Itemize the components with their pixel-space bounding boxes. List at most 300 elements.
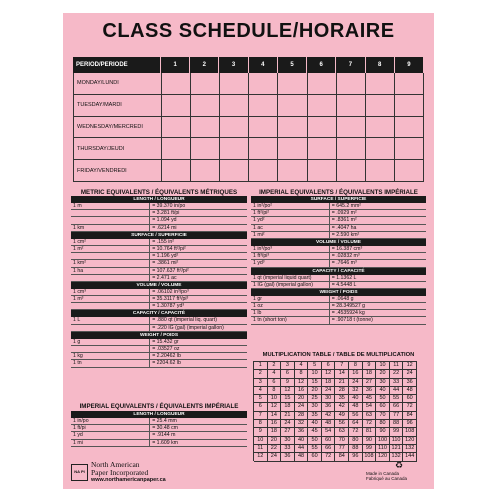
- mult-cell: 50: [376, 395, 390, 403]
- section-bar: VOLUME / VOLUME: [71, 282, 247, 289]
- value-cell: = .6214 mi: [152, 224, 177, 231]
- unit-cell: [71, 303, 150, 309]
- schedule-cell: [191, 160, 220, 181]
- schedule-header: [73, 57, 424, 73]
- period-5: 5: [278, 57, 307, 73]
- mult-cell: 24: [322, 387, 336, 395]
- unit-cell: [71, 346, 150, 352]
- value-cell: = 107.637 ft²/pi²: [152, 267, 189, 274]
- mult-cell: 66: [322, 445, 336, 453]
- period-2: 2: [190, 57, 219, 73]
- mult-cell: 40: [376, 387, 390, 395]
- mult-cell: 55: [308, 445, 322, 453]
- schedule-cell: [308, 138, 337, 159]
- value-cell: = .03527 oz: [152, 346, 180, 352]
- period-3: 3: [219, 57, 248, 73]
- value-cell: = 25.4 mm: [152, 418, 177, 424]
- value-cell: = 2.471 ac: [152, 274, 177, 281]
- mult-cell: 44: [390, 387, 404, 395]
- logo-line2: Paper Incorporated: [91, 468, 149, 477]
- schedule-cell: [162, 117, 191, 138]
- mult-cell: 70: [335, 437, 349, 445]
- mult-cell: 28: [335, 387, 349, 395]
- schedule-cell: [308, 160, 337, 181]
- day-label: WEDNESDAY/MERCREDI: [74, 117, 162, 138]
- mult-cell: 16: [295, 387, 309, 395]
- schedule-cell: [191, 138, 220, 159]
- conversion-row: [251, 317, 426, 324]
- period-7: 7: [336, 57, 365, 73]
- unit-cell: 1 L: [71, 317, 150, 323]
- mult-cell: 96: [403, 420, 417, 428]
- mult-cell: 36: [295, 428, 309, 436]
- mult-cell: 36: [322, 403, 336, 411]
- period-9: 9: [395, 57, 424, 73]
- schedule-cell: [308, 73, 337, 94]
- value-cell: = .8361 m²: [331, 217, 357, 224]
- mult-cell: 96: [349, 453, 363, 461]
- period-4: 4: [249, 57, 278, 73]
- conversion-row: [251, 210, 426, 217]
- unit-cell: 1 ha: [71, 268, 150, 274]
- mult-cell: 36: [363, 387, 377, 395]
- conversion-row: [71, 268, 247, 275]
- mult-cell: 21: [335, 379, 349, 387]
- mult-cell: 88: [390, 420, 404, 428]
- mult-cell: 100: [376, 437, 390, 445]
- mult-cell: 24: [281, 420, 295, 428]
- mult-cell: 40: [349, 395, 363, 403]
- mult-cell: 12: [295, 379, 309, 387]
- mult-cell: 9: [254, 428, 268, 436]
- section-bar: WEIGHT / POIDS: [71, 332, 247, 339]
- mult-cell: 10: [308, 370, 322, 378]
- day-label: TUESDAY/MARDI: [74, 95, 162, 116]
- mult-cell: 45: [363, 395, 377, 403]
- mult-cell: 30: [322, 395, 336, 403]
- schedule-cell: [191, 117, 220, 138]
- schedule-cell: [191, 95, 220, 116]
- schedule-row: [73, 95, 424, 117]
- conversion-row: [71, 210, 247, 217]
- value-cell: = 2.590 km²: [331, 231, 360, 238]
- mult-cell: 6: [322, 362, 336, 370]
- mult-cell: 132: [403, 445, 417, 453]
- mult-cell: 48: [403, 387, 417, 395]
- mult-cell: 24: [268, 453, 282, 461]
- mult-cell: 108: [403, 428, 417, 436]
- value-cell: = 2204.62 lb: [152, 360, 181, 367]
- mult-cell: 10: [376, 362, 390, 370]
- mult-cell: 25: [308, 395, 322, 403]
- mult-cell: 56: [335, 420, 349, 428]
- conversion-row: [251, 253, 426, 260]
- schedule-cell: [278, 73, 307, 94]
- conversion-row: [71, 275, 247, 282]
- conversion-row: [71, 325, 247, 332]
- conversion-row: [251, 217, 426, 224]
- mult-cell: 60: [376, 403, 390, 411]
- section-bar: WEIGHT / POIDS: [251, 289, 426, 296]
- unit-cell: 1 ac: [251, 225, 330, 231]
- conversion-row: [71, 225, 247, 232]
- mult-cell: 56: [349, 412, 363, 420]
- value-cell: = 1.30787 yd³: [152, 303, 185, 310]
- unit-cell: 1 km²: [71, 260, 150, 266]
- mult-cell: 10: [254, 437, 268, 445]
- unit-cell: [71, 253, 150, 259]
- mult-cell: 36: [281, 453, 295, 461]
- value-cell: = 15.432 gr: [152, 338, 179, 345]
- mult-cell: 6: [254, 403, 268, 411]
- unit-cell: 1 kg: [71, 353, 150, 359]
- section-bar: LENGTH / LONGUEUR: [71, 196, 247, 203]
- unit-cell: 1 gr: [251, 296, 330, 302]
- conversion-row: [71, 317, 247, 324]
- mult-cell: 50: [308, 437, 322, 445]
- section-bar: SURFACE / SUPERFICIE: [251, 196, 426, 203]
- mult-cell: 21: [281, 412, 295, 420]
- mult-cell: 14: [335, 370, 349, 378]
- unit-cell: [71, 325, 150, 331]
- mult-cell: 2: [254, 370, 268, 378]
- mult-cell: 11: [254, 445, 268, 453]
- mult-cell: 54: [322, 428, 336, 436]
- conversion-row: [71, 432, 247, 439]
- conversion-row: [71, 246, 247, 253]
- schedule-cell: [220, 95, 249, 116]
- schedule-cell: [308, 117, 337, 138]
- unit-cell: 1 in²/po²: [251, 203, 330, 209]
- conversion-row: [71, 360, 247, 367]
- unit-cell: 1 m²: [71, 246, 150, 252]
- conversion-row: [71, 253, 247, 260]
- mult-cell: 42: [322, 412, 336, 420]
- mult-cell: 24: [295, 403, 309, 411]
- unit-cell: 1 mi²: [251, 232, 330, 238]
- unit-cell: 1 qt (imperial liquid quart): [251, 275, 330, 281]
- value-cell: = .06102 in³/po³: [152, 288, 189, 295]
- mult-cell: 15: [308, 379, 322, 387]
- mult-cell: 5: [308, 362, 322, 370]
- mult-cell: 121: [390, 445, 404, 453]
- mult-cell: 40: [295, 437, 309, 445]
- page-title: CLASS SCHEDULE/HORAIRE: [102, 20, 395, 42]
- mult-cell: 24: [349, 379, 363, 387]
- made-in-canada: [366, 471, 407, 481]
- mult-cell: 12: [254, 453, 268, 461]
- unit-cell: 1 IG (gal) (imperial gallon): [251, 282, 330, 288]
- mult-cell: 33: [390, 379, 404, 387]
- imperial-right-title: IMPERIAL EQUIVALENTS / ÉQUIVALENTS IMPÉRIALE: [259, 189, 418, 196]
- mult-cell: 99: [390, 428, 404, 436]
- mult-cell: 16: [268, 420, 282, 428]
- unit-cell: 1 yd²: [251, 217, 330, 223]
- period-1: 1: [161, 57, 190, 73]
- schedule-row: [73, 73, 424, 95]
- schedule-cell: [337, 138, 366, 159]
- mult-cell: 72: [363, 420, 377, 428]
- mult-cell: 12: [268, 403, 282, 411]
- mult-cell: 40: [308, 420, 322, 428]
- mult-cell: 12: [322, 370, 336, 378]
- section-bar: VOLUME / VOLUME: [251, 239, 426, 246]
- unit-cell: 1 ft/pi: [71, 425, 150, 431]
- logo-mark: NA PI: [71, 464, 88, 481]
- mult-cell: 88: [349, 445, 363, 453]
- value-cell: = 1.196 yd²: [152, 253, 179, 260]
- unit-cell: 1 tn (short ton): [251, 317, 330, 323]
- schedule-cell: [337, 117, 366, 138]
- mult-cell: 72: [322, 453, 336, 461]
- period-8: 8: [366, 57, 395, 73]
- made-line1: Made in Canada: [366, 471, 400, 476]
- value-cell: = 4.5448 L: [331, 281, 357, 288]
- schedule-cell: [395, 73, 424, 94]
- mult-cell: 7: [335, 362, 349, 370]
- schedule-row: [73, 117, 424, 139]
- value-cell: = 1.609 km: [152, 439, 178, 446]
- value-cell: = .155 in²: [152, 238, 174, 245]
- schedule-cell: [308, 95, 337, 116]
- made-line2: Fabriqué au Canada: [366, 476, 408, 481]
- value-cell: = .0648 g: [331, 295, 354, 302]
- mult-cell: 8: [349, 362, 363, 370]
- unit-cell: 1 g: [71, 339, 150, 345]
- schedule-cell: [278, 160, 307, 181]
- value-cell: = .90718 t (tonne): [331, 317, 373, 324]
- mult-cell: 32: [295, 420, 309, 428]
- mult-cell: 14: [268, 412, 282, 420]
- value-cell: = .3861 mi²: [152, 260, 179, 267]
- value-cell: = 39.370 in/po: [152, 203, 186, 209]
- logo-line1: North American: [91, 460, 140, 469]
- conversion-row: [251, 275, 426, 282]
- schedule-cell: [191, 73, 220, 94]
- mult-cell: 60: [403, 395, 417, 403]
- mult-cell: 6: [268, 379, 282, 387]
- unit-cell: 1 oz: [251, 303, 330, 309]
- mult-cell: 27: [281, 428, 295, 436]
- mult-cell: 28: [295, 412, 309, 420]
- mult-cell: 120: [403, 437, 417, 445]
- mult-cell: 108: [363, 453, 377, 461]
- conversion-row: [71, 346, 247, 353]
- unit-cell: 1 ft³/pi³: [251, 253, 330, 259]
- period-6: 6: [307, 57, 336, 73]
- mult-cell: 72: [403, 403, 417, 411]
- mult-cell: 110: [376, 445, 390, 453]
- value-cell: = .0929 m²: [331, 210, 357, 217]
- schedule-cell: [366, 138, 395, 159]
- mult-cell: 77: [335, 445, 349, 453]
- mult-cell: 36: [403, 379, 417, 387]
- mult-cell: 44: [295, 445, 309, 453]
- mult-cell: 18: [322, 379, 336, 387]
- mult-cell: 16: [349, 370, 363, 378]
- mult-cell: 60: [322, 437, 336, 445]
- mult-cell: 4: [295, 362, 309, 370]
- mult-cell: 22: [268, 445, 282, 453]
- mult-cell: 64: [349, 420, 363, 428]
- unit-cell: 1 cm³: [71, 289, 150, 295]
- unit-cell: 1 m³: [71, 296, 150, 302]
- day-label: MONDAY/LUNDI: [74, 73, 162, 94]
- mult-cell: 9: [281, 379, 295, 387]
- mult-cell: 15: [281, 395, 295, 403]
- mult-cell: 90: [376, 428, 390, 436]
- conversion-row: [251, 282, 426, 289]
- value-cell: = 10.764 ft²/pi²: [152, 245, 186, 252]
- metric-table: [71, 196, 247, 368]
- schedule-cell: [249, 160, 278, 181]
- mult-cell: 99: [363, 445, 377, 453]
- mult-cell: 33: [281, 445, 295, 453]
- schedule-row: [73, 138, 424, 160]
- schedule-cell: [337, 160, 366, 181]
- conversion-row: [71, 203, 247, 210]
- schedule-cell: [249, 138, 278, 159]
- unit-cell: [71, 217, 150, 223]
- mult-cell: 84: [335, 453, 349, 461]
- schedule-cell: [220, 73, 249, 94]
- conversion-row: [251, 225, 426, 232]
- mult-cell: 42: [335, 403, 349, 411]
- mult-cell: 20: [295, 395, 309, 403]
- unit-cell: 1 m: [71, 203, 150, 209]
- schedule-cell: [337, 95, 366, 116]
- mult-cell: 2: [268, 362, 282, 370]
- mult-cell: 35: [308, 412, 322, 420]
- conversion-row: [71, 296, 247, 303]
- unit-cell: 1 yd³: [251, 260, 330, 266]
- value-cell: = 16.387 cm³: [331, 245, 363, 252]
- schedule-sheet: [63, 13, 434, 489]
- conversion-row: [71, 289, 247, 296]
- schedule-cell: [220, 138, 249, 159]
- mult-cell: 9: [363, 362, 377, 370]
- schedule-cell: [278, 95, 307, 116]
- mult-cell: 3: [281, 362, 295, 370]
- section-bar: SURFACE / SUPERFICIE: [71, 232, 247, 239]
- conversion-row: [71, 425, 247, 432]
- mult-cell: 30: [376, 379, 390, 387]
- mult-cell: 18: [268, 428, 282, 436]
- schedule-cell: [366, 73, 395, 94]
- mult-cell: 8: [295, 370, 309, 378]
- unit-cell: 1 yd: [71, 432, 150, 438]
- value-cell: = .220 IG (gal) (imperial gallon): [152, 324, 224, 331]
- mult-cell: 32: [349, 387, 363, 395]
- mult-cell: 7: [254, 412, 268, 420]
- mult-cell: 132: [390, 453, 404, 461]
- conversion-row: [251, 310, 426, 317]
- value-cell: = .4047 ha: [331, 224, 357, 231]
- conversion-row: [71, 339, 247, 346]
- schedule-cell: [395, 95, 424, 116]
- conversion-row: [251, 246, 426, 253]
- unit-cell: 1 in/po: [71, 418, 150, 424]
- schedule-cell: [278, 138, 307, 159]
- conversion-row: [71, 418, 247, 425]
- conversion-row: [71, 239, 247, 246]
- mult-cell: 84: [403, 412, 417, 420]
- mult-cell: 80: [376, 420, 390, 428]
- mult-cell: 144: [403, 453, 417, 461]
- mult-cell: 30: [281, 437, 295, 445]
- schedule-cell: [366, 160, 395, 181]
- mult-cell: 70: [376, 412, 390, 420]
- conversion-row: [71, 217, 247, 224]
- schedule-grid: [73, 57, 424, 182]
- mult-cell: 80: [349, 437, 363, 445]
- mult-cell: 66: [390, 403, 404, 411]
- value-cell: = 35.3117 ft³/pi³: [152, 296, 189, 303]
- mult-cell: 4: [268, 370, 282, 378]
- schedule-cell: [366, 95, 395, 116]
- schedule-cell: [337, 73, 366, 94]
- value-cell: = .4535924 kg: [331, 310, 365, 317]
- mult-cell: 8: [268, 387, 282, 395]
- mult-cell: 63: [335, 428, 349, 436]
- conversion-row: [71, 353, 247, 360]
- mult-cell: 11: [390, 362, 404, 370]
- schedule-cell: [220, 117, 249, 138]
- mult-cell: 18: [363, 370, 377, 378]
- mult-cell: 49: [335, 412, 349, 420]
- unit-cell: 1 ft²/pi²: [251, 210, 330, 216]
- mult-cell: 20: [308, 387, 322, 395]
- value-cell: = 3.281 ft/pi: [152, 210, 180, 217]
- mult-cell: 8: [254, 420, 268, 428]
- metric-title: METRIC EQUIVALENTS / ÉQUIVALENTS MÉTRIQUES: [80, 189, 238, 196]
- section-bar: CAPACITY / CAPACITÉ: [71, 310, 247, 317]
- mult-cell: 20: [376, 370, 390, 378]
- value-cell: = .7646 m³: [331, 260, 357, 267]
- mult-cell: 5: [254, 395, 268, 403]
- conversion-row: [251, 303, 426, 310]
- value-cell: = .02832 m³: [331, 253, 360, 260]
- conversion-row: [251, 232, 426, 239]
- unit-cell: [71, 275, 150, 281]
- conversion-row: [71, 440, 247, 447]
- schedule-cell: [366, 117, 395, 138]
- mult-cell: 20: [268, 437, 282, 445]
- value-cell: = 2.20462 lb: [152, 353, 181, 360]
- mult-cell: 90: [363, 437, 377, 445]
- conversion-row: [251, 203, 426, 210]
- mult-cell: 1: [254, 362, 268, 370]
- schedule-cell: [162, 73, 191, 94]
- mult-cell: 4: [254, 387, 268, 395]
- mult-cell: 3: [254, 379, 268, 387]
- schedule-cell: [249, 73, 278, 94]
- imperial-length-table: [71, 411, 247, 447]
- unit-cell: 1 km: [71, 225, 150, 231]
- mult-cell: 30: [308, 403, 322, 411]
- day-label: THURSDAY/JEUDI: [74, 138, 162, 159]
- mult-cell: 77: [390, 412, 404, 420]
- mult-cell: 63: [363, 412, 377, 420]
- mult-cell: 18: [281, 403, 295, 411]
- mult-cell: 48: [349, 403, 363, 411]
- schedule-cell: [395, 138, 424, 159]
- imperial-left-title: IMPERIAL EQUIVALENTS / ÉQUIVALENTS IMPÉRIALE: [79, 403, 239, 410]
- section-bar: LENGTH / LONGUEUR: [71, 411, 247, 418]
- schedule-cell: [220, 160, 249, 181]
- mult-cell: 48: [295, 453, 309, 461]
- day-label: FRIDAY/VENDREDI: [74, 160, 162, 181]
